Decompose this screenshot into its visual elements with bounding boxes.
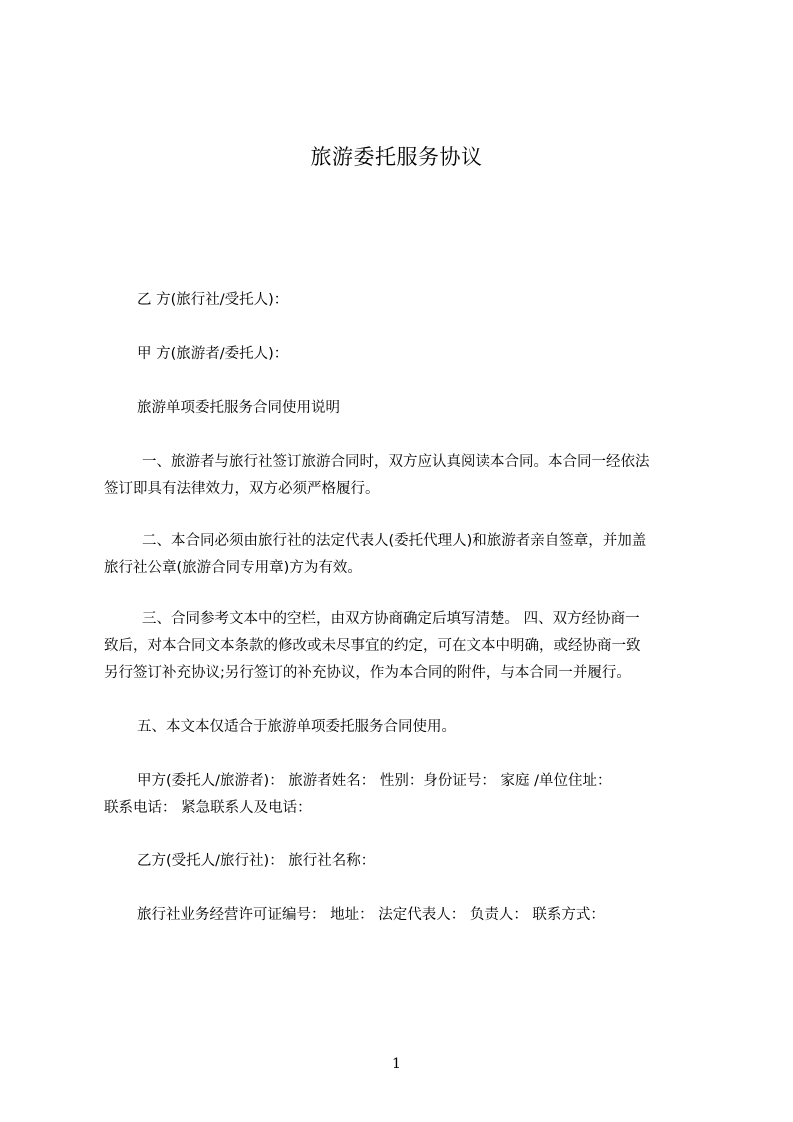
item-2-line-1: 二、本合同必须由旅行社的法定代表人(委托代理人)和旅游者亲自签章，并加盖: [142, 533, 647, 549]
party-b-info: 乙方(受托人/旅行社)： 旅行社名称：: [137, 853, 376, 869]
party-a-info-line-2: 联系电话： 紧急联系人及电话：: [104, 800, 312, 816]
item-5: 五、本文本仅适合于旅游单项委托服务合同使用。: [137, 719, 456, 735]
item-3-line-2: 致后，对本合同文本条款的修改或未尽事宜的约定，可在文本中明确，或经协商一致: [104, 638, 641, 654]
document-title: 旅游委托服务协议: [310, 145, 483, 169]
item-3-line-1: 三、合同参考文本中的空栏，由双方协商确定后填写清楚。 四、双方经协商一: [142, 611, 640, 627]
item-1-line-1: 一、旅游者与旅行社签订旅游合同时，双方应认真阅读本合同。本合同一经依法: [142, 454, 650, 470]
item-3-line-3: 另行签订补充协议;另行签订的补充协议，作为本合同的附件，与本合同一并履行。: [104, 665, 631, 681]
instructions-heading: 旅游单项委托服务合同使用说明: [137, 400, 340, 416]
item-1-line-2: 签订即具有法律效力，双方必须严格履行。: [104, 481, 380, 497]
page-number: 1: [392, 1056, 401, 1072]
party-b-label: 乙 方(旅行社/受托人)：: [137, 292, 289, 308]
party-a-info-line-1: 甲方(委托人/旅游者)： 旅游者姓名： 性别：身份证号： 家庭 /单位住址：: [137, 773, 612, 789]
party-a-label: 甲 方(旅游者/委托人)：: [137, 346, 289, 362]
agency-info: 旅行社业务经营许可证编号： 地址： 法定代表人： 负责人： 联系方式：: [137, 907, 605, 923]
item-2-line-2: 旅行社公章(旅游合同专用章)方为有效。: [104, 560, 362, 576]
